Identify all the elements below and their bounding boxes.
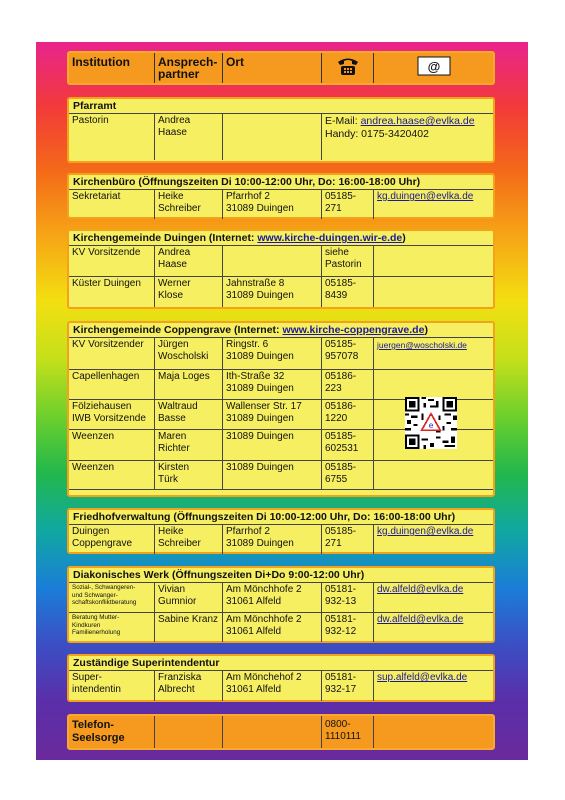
email-cell <box>374 190 493 219</box>
address: Wallenser Str. 17 31089 Duingen <box>223 400 322 429</box>
table-header <box>67 51 495 85</box>
address: 31089 Duingen <box>223 461 322 489</box>
email-link[interactable]: kg.duingen@evlka.de <box>377 526 474 537</box>
contact-info: E-Mail: andrea.haase@evlka.de Handy: 0175-3420402 <box>325 115 475 140</box>
email-link[interactable]: sup.alfeld@evlka.de <box>377 672 468 683</box>
email-link[interactable]: dw.alfeld@evlka.de <box>377 614 464 625</box>
email-cell <box>374 461 493 489</box>
email-link[interactable]: kg.duingen@evlka.de <box>377 191 474 202</box>
email-cell <box>374 338 493 369</box>
contact-person: Heike Schreiber <box>155 525 223 554</box>
role: KV Vorsitzende <box>69 246 155 276</box>
contact-person: Jürgen Woscholski <box>155 338 223 369</box>
role: Küster Duingen <box>69 277 155 307</box>
phone: 05186- 223 <box>322 370 374 399</box>
svg-text:@: @ <box>427 59 441 74</box>
address: Am Mönchhofe 2 31061 Alfeld <box>223 613 322 642</box>
section-title: Kirchengemeinde Coppengrave (Internet: www.kirche-coppengrave.de) <box>69 323 493 338</box>
section-title: Kirchengemeinde Duingen (Internet: www.kirche-duingen.wir-e.de) <box>69 231 493 246</box>
section-pfarramt <box>67 97 495 163</box>
header-place: Ort <box>223 53 322 83</box>
email-cell <box>374 716 493 748</box>
contact-person: Sabine Kranz <box>155 613 223 642</box>
section-kirchenbuero <box>67 173 495 219</box>
table-row <box>69 461 493 490</box>
role: Sekretariat <box>69 190 155 219</box>
section-title: Kirchenbüro (Öffnungszeiten Di 10:00-12:00 Uhr, Do: 16:00-18:00 Uhr) <box>69 175 493 190</box>
phone: 05181- 932-17 <box>322 671 374 701</box>
phone: siehe Pastorin <box>322 246 374 276</box>
table-row <box>69 277 493 307</box>
mobile: Handy: 0175-3420402 <box>325 128 429 140</box>
role: Capellenhagen <box>69 370 155 399</box>
role: KV Vorsitzender <box>69 338 155 369</box>
phone: 05185- 6755 <box>322 461 374 489</box>
address: 31089 Duingen <box>223 430 322 460</box>
contact-person: Maren Richter <box>155 430 223 460</box>
contact-person: Werner Klose <box>155 277 223 307</box>
header-contact: Ansprech- partner <box>155 53 223 83</box>
role: Sozial-, Schwangeren- und Schwanger- schaftskonfliktberatung <box>69 583 155 612</box>
contact-person: Andrea Haase <box>155 114 223 160</box>
address: Am Mönchhofe 2 31061 Alfeld <box>223 583 322 612</box>
role: Duingen Coppengrave <box>69 525 155 554</box>
phone: 05186- 1220 <box>322 400 374 429</box>
contact-person: Andrea Haase <box>155 246 223 276</box>
address: Ith-Straße 32 31089 Duingen <box>223 370 322 399</box>
phone: 05185- 957078 <box>322 338 374 369</box>
contact-person: Heike Schreiber <box>155 190 223 219</box>
phone: 05185- 602531 <box>322 430 374 460</box>
role: Weenzen <box>69 430 155 460</box>
section-friedhof <box>67 508 495 554</box>
header-phone <box>322 53 374 83</box>
phone: 05185- 8439 <box>322 277 374 307</box>
role: Beratung Mutter- Kindkuren Familienerholung <box>69 613 155 642</box>
address: Pfarrhof 2 31089 Duingen <box>223 190 322 219</box>
role: Weenzen <box>69 461 155 489</box>
table-row <box>69 338 493 370</box>
contact-person: Kirsten Türk <box>155 461 223 489</box>
email-cell <box>374 613 493 642</box>
phone: 05181- 932-12 <box>322 613 374 642</box>
section-kg-coppengrave <box>67 321 495 497</box>
phone: 05181- 932-13 <box>322 583 374 612</box>
section-title: Diakonisches Werk (Öffnungszeiten Di+Do 9:00-12:00 Uhr) <box>69 568 493 583</box>
email-cell <box>374 671 493 701</box>
email-cell <box>374 583 493 612</box>
address <box>223 246 322 276</box>
section-superintendentur <box>67 654 495 702</box>
email-link[interactable]: andrea.haase@evlka.de <box>360 115 475 127</box>
table-row <box>69 613 493 642</box>
table-row <box>69 583 493 613</box>
section-title: Pfarramt <box>69 99 493 114</box>
role: Super- intendentin <box>69 671 155 701</box>
section-title: Zuständige Superintendentur <box>69 656 493 671</box>
address <box>223 114 322 160</box>
section-title: Friedhofverwaltung (Öffnungszeiten Di 10:00-12:00 Uhr, Do: 16:00-18:00 Uhr) <box>69 510 493 525</box>
section-diakonie <box>67 566 495 643</box>
section-kg-duingen <box>67 229 495 309</box>
phone: 0800- 1110111 <box>322 716 374 748</box>
address <box>223 716 322 748</box>
poster <box>36 42 528 760</box>
email-cell <box>374 525 493 554</box>
header-institution: Institution <box>69 53 155 83</box>
contact-person: Waltraud Basse <box>155 400 223 429</box>
section-seelsorge <box>67 714 495 750</box>
qr-code[interactable] <box>405 397 457 449</box>
website-link[interactable]: www.kirche-coppengrave.de <box>282 324 425 336</box>
address: Pfarrhof 2 31089 Duingen <box>223 525 322 554</box>
contact-person <box>155 716 223 748</box>
address: Am Mönchehof 2 31061 Alfeld <box>223 671 322 701</box>
contact-person: Franziska Albrecht <box>155 671 223 701</box>
address: Jahnstraße 8 31089 Duingen <box>223 277 322 307</box>
role: Telefon- Seelsorge <box>69 716 155 748</box>
email-link[interactable]: juergen@woscholski.de <box>377 340 467 350</box>
role: Pastorin <box>69 114 155 160</box>
svg-text:e: e <box>428 420 434 431</box>
phone: 05185- 271 <box>322 525 374 554</box>
contact-person: Maja Loges <box>155 370 223 399</box>
table-row <box>69 246 493 277</box>
contact-person: Vivian Gumnior <box>155 583 223 612</box>
role: Fölziehausen IWB Vorsitzende <box>69 400 155 429</box>
website-link[interactable]: www.kirche-duingen.wir-e.de <box>257 232 403 244</box>
header-email <box>374 53 493 83</box>
email-cell <box>374 277 493 307</box>
phone: 05185- 271 <box>322 190 374 219</box>
email-cell <box>374 370 493 399</box>
envelope-icon <box>417 56 451 76</box>
email-cell <box>374 246 493 276</box>
email-link[interactable]: dw.alfeld@evlka.de <box>377 584 464 595</box>
table-row <box>69 370 493 400</box>
telephone-icon <box>336 56 360 76</box>
address: Ringstr. 6 31089 Duingen <box>223 338 322 369</box>
